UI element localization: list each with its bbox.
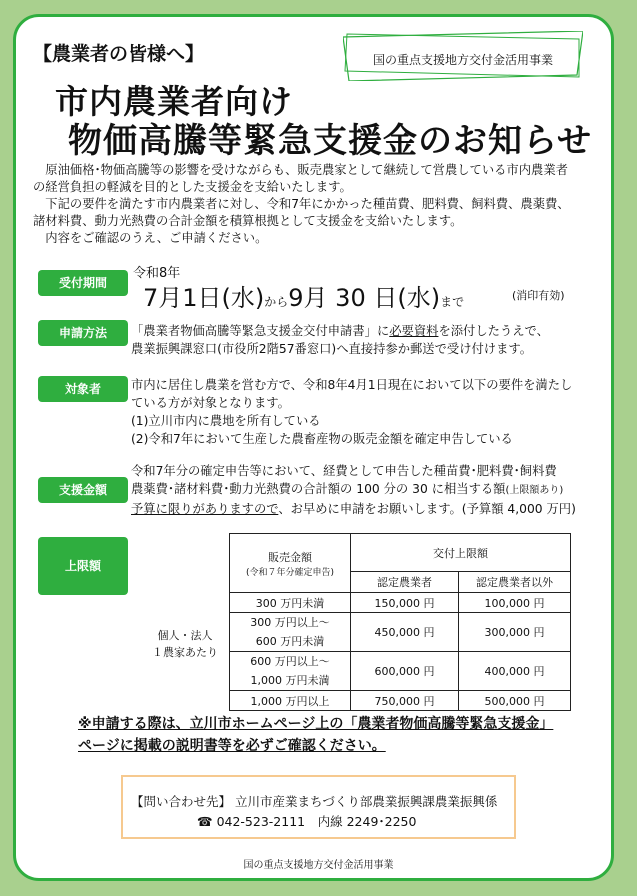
period-from: から: [264, 295, 289, 309]
table-subheader-certified: 認定農業者: [351, 572, 459, 593]
notice-text: ページに掲載の説明書等を必ずご確認ください。: [78, 738, 386, 754]
budget-limited-text: 予算に限りがありますので: [131, 502, 279, 516]
table-row: [230, 613, 571, 652]
other-amount: 500,000 円: [459, 691, 571, 711]
sales-header: 販売金額: [268, 550, 312, 564]
sales-header-note: (令和７年分確定申告): [245, 567, 335, 578]
required-documents-text: 必要資料: [389, 324, 439, 338]
amount-line-1: 令和7年分の確定申告等において、経費として申告した種苗費･肥料費･飼料費: [131, 464, 557, 478]
amount-line-2: [131, 480, 576, 500]
amount-text-part: 、お早めに申請をお願いします。(予算額 4,000 万円): [278, 502, 576, 516]
certified-amount: 750,000 円: [351, 691, 459, 711]
row-label-line: １農家あたり: [152, 646, 218, 659]
intro-line: 内容をご確認のうえ、ご申請ください。: [33, 231, 268, 245]
method-text-part: を添付したうえで、: [438, 324, 549, 338]
target-line: (1)立川市内に農地を所有している: [131, 414, 321, 428]
table-header-limit: 交付上限額: [351, 534, 571, 572]
period-label: 受付期間: [38, 270, 128, 296]
title-line-1: 市内農業者向け: [55, 82, 293, 121]
other-amount: 100,000 円: [459, 593, 571, 613]
amount-label: 支援金額: [38, 477, 128, 503]
intro-line: 原油価格･物価高騰等の影響を受けながらも、販売農家として継続して営農している市内農業者: [33, 163, 568, 177]
amount-text-part: 農薬費･諸材料費･動力光熱費の合計額の 100 分の 30 に相当する額: [131, 482, 506, 496]
table-row: [230, 593, 571, 613]
notice-text: ※申請する際は、立川市ホームページ上の「農業者物価高騰等緊急支援金」: [78, 716, 554, 732]
table-row-label: [143, 627, 227, 661]
table-subheader-other: 認定農業者以外: [459, 572, 571, 593]
phone-icon: ☎: [197, 814, 213, 829]
table-row: [230, 691, 571, 711]
limit-label: 上限額: [38, 537, 128, 595]
table-row: [230, 652, 571, 691]
target-line: (2)令和7年において生産した農畜産物の販売金額を確定申告している: [131, 432, 513, 446]
range-to: 1,000 万円未満: [250, 674, 330, 687]
row-label-line: 個人・法人: [157, 629, 213, 642]
range-from: 300 万円以上～: [250, 616, 330, 629]
target-line: ている方が対象となります。: [131, 396, 290, 410]
notice-line-2: [78, 735, 578, 757]
ribbon-text: 国の重点支援地方交付金活用事業: [372, 53, 553, 67]
sales-range: 300 万円未満: [230, 593, 351, 613]
sales-range: 1,000 万円以上: [230, 691, 351, 711]
sales-range: [230, 613, 351, 652]
amount-line-3: [131, 500, 576, 518]
method-label: 申請方法: [38, 320, 128, 346]
amount-text: [131, 462, 576, 518]
certified-amount: 600,000 円: [351, 652, 459, 691]
audience-heading: 【農業者の皆様へ】: [33, 43, 205, 65]
target-line: 市内に居住し農業を営む方で、令和8年4月1日現在において以下の要件を満たし: [131, 378, 573, 392]
cap-note: (上限額あり): [505, 485, 564, 496]
footer-text: 国の重点支援地方交付金活用事業: [243, 860, 394, 871]
target-label: 対象者: [38, 376, 128, 402]
period-era: 令和8年: [133, 266, 181, 281]
method-line-2: 農業振興課窓口(市役所2階57番窓口)へ直接持参か郵送で受け付けます。: [131, 342, 532, 356]
phone-number: 042-523-2111 内線 2249･2250: [216, 814, 417, 829]
certified-amount: 450,000 円: [351, 613, 459, 652]
method-text: [131, 322, 549, 358]
sales-range: [230, 652, 351, 691]
contact-line-1: 【問い合わせ先】 立川市産業まちづくり部農業振興課農業振興係: [131, 794, 498, 809]
range-from: 600 万円以上～: [250, 655, 330, 668]
period-dates: [143, 278, 464, 313]
intro-line: の経営負担の軽減を目的とした支援金を支給いたします。: [33, 180, 352, 194]
table-header-sales: [230, 534, 351, 593]
method-text-part: 「農業者物価高騰等緊急支援金交付申請書」に: [131, 324, 390, 338]
contact-line-2: [197, 812, 416, 830]
period-end: 9月 30 日(水): [288, 284, 441, 312]
certified-amount: 150,000 円: [351, 593, 459, 613]
other-amount: 300,000 円: [459, 613, 571, 652]
period-until: まで: [440, 295, 465, 309]
intro-line: 諸材料費、動力光熱費の合計金額を積算根拠として支援金を支給いたします。: [33, 214, 463, 228]
limit-table: [229, 533, 571, 711]
intro-paragraph: [33, 162, 603, 247]
target-text: [131, 376, 572, 448]
postmark-note: (消印有効): [512, 289, 565, 302]
period-start: 7月1日(水): [143, 284, 265, 312]
other-amount: 400,000 円: [459, 652, 571, 691]
homepage-notice: [78, 713, 578, 757]
method-line-1: [131, 322, 549, 340]
range-to: 600 万円未満: [255, 635, 325, 648]
intro-line: 下記の要件を満たす市内農業者に対し、令和7年にかかった種苗費、肥料費、飼料費、農薬費、: [33, 197, 570, 211]
notice-line-1: [78, 713, 578, 735]
title-line-2: 物価高騰等緊急支援金のお知らせ: [68, 121, 592, 161]
